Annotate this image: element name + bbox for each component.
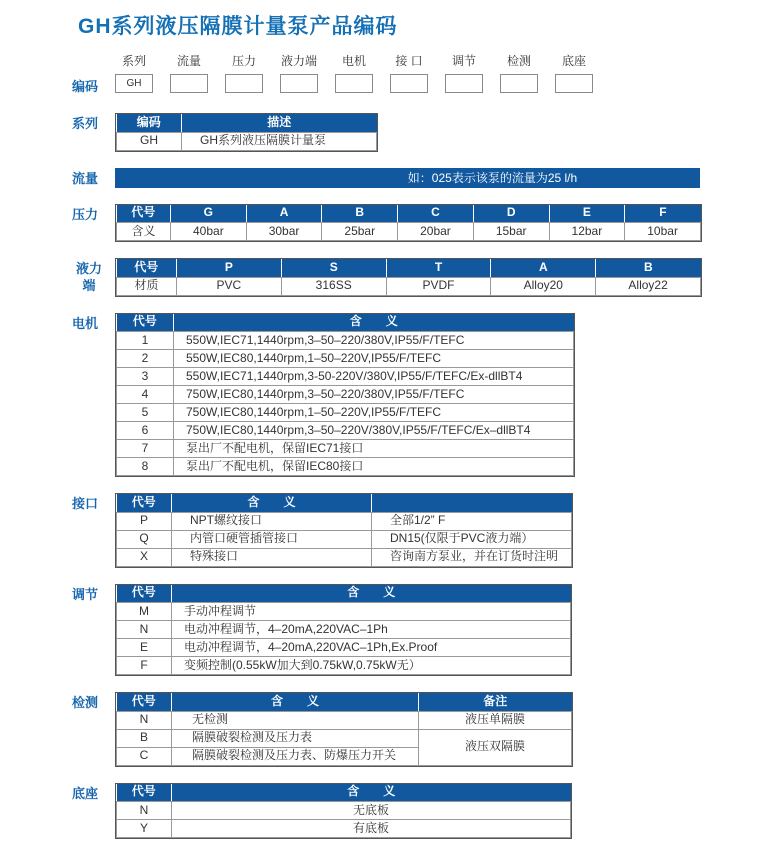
table-row bbox=[117, 332, 574, 350]
series-table bbox=[115, 113, 378, 152]
code-cell: B bbox=[117, 729, 172, 747]
row-label-cell: 材质 bbox=[117, 277, 177, 295]
table-row bbox=[117, 132, 377, 150]
page-title: GH系列液压隔膜计量泵产品编码 bbox=[78, 15, 398, 38]
code-cell: Y bbox=[117, 820, 172, 838]
coding-field-label: 检测 bbox=[506, 54, 531, 68]
coding-field-liquid-end bbox=[280, 52, 318, 95]
table-row bbox=[117, 368, 574, 386]
liquid-end-table bbox=[115, 258, 702, 297]
col-header: 代号 bbox=[117, 585, 172, 603]
adjust-label: 调节 bbox=[72, 586, 99, 602]
meaning-cell: 550W,IEC71,1440rpm,3–50–220/380V,IP55/F/TEFC bbox=[174, 332, 574, 350]
desc-cell: GH系列液压隔膜计量泵 bbox=[182, 132, 377, 150]
code-cell: X bbox=[117, 548, 172, 566]
interface-label: 接口 bbox=[72, 496, 99, 511]
table-row bbox=[117, 820, 571, 838]
table-row bbox=[117, 277, 701, 295]
series-section bbox=[72, 113, 780, 152]
coding-field-adjust bbox=[445, 52, 483, 95]
code-cell: E bbox=[117, 639, 172, 657]
motor-section bbox=[72, 313, 780, 478]
col-header: B bbox=[596, 259, 701, 277]
detection-section bbox=[72, 692, 780, 767]
code-cell: Q bbox=[117, 530, 172, 548]
col-header: 代号 bbox=[117, 693, 172, 711]
flow-note-bar: 如：025表示该泵的流量为25 l/h bbox=[115, 168, 700, 188]
table-row bbox=[117, 711, 572, 729]
coding-box-detect bbox=[500, 74, 538, 93]
code-cell: 3 bbox=[117, 368, 174, 386]
series-label: 系列 bbox=[72, 116, 99, 131]
interface-table bbox=[115, 493, 573, 568]
col-header: 含 义 bbox=[174, 314, 574, 332]
meaning-cell: 泵出厂不配电机，保留IEC71接口 bbox=[174, 440, 574, 458]
code-cell: F bbox=[117, 657, 172, 675]
table-row bbox=[117, 729, 572, 747]
col-header: B bbox=[322, 205, 398, 223]
coding-field-flow bbox=[170, 52, 208, 95]
col-header: A bbox=[491, 259, 596, 277]
col-header: G bbox=[171, 205, 247, 223]
col-header: 代号 bbox=[117, 494, 172, 512]
table-row bbox=[117, 386, 574, 404]
coding-field-label: 电机 bbox=[341, 54, 366, 68]
row-label-cell: 含义 bbox=[117, 223, 171, 241]
meaning-cell: 无底板 bbox=[172, 802, 571, 820]
coding-box-adjust bbox=[445, 74, 483, 93]
table-header-row bbox=[117, 114, 377, 132]
remark-cell: 液压单隔膜 bbox=[419, 711, 572, 729]
table-header-row bbox=[117, 693, 572, 711]
coding-field-series bbox=[115, 52, 153, 95]
meaning-cell: 750W,IEC80,1440rpm,3–50–220/380V,IP55/F/TEFC bbox=[174, 386, 574, 404]
coding-field-label: 流量 bbox=[176, 54, 201, 68]
meaning-cell: 变频控制(0.55kW加大到0.75kW,0.75kW无） bbox=[172, 657, 571, 675]
meaning-cell: 电动冲程调节，4–20mA,220VAC–1Ph,Ex.Proof bbox=[172, 639, 571, 657]
table-header-row bbox=[117, 494, 572, 512]
remark-cell: 全部1/2” F bbox=[372, 512, 572, 530]
meaning-cell: 隔膜破裂检测及压力表、防爆压力开关 bbox=[172, 747, 419, 765]
col-header: 含 义 bbox=[172, 693, 419, 711]
table-header-row bbox=[117, 205, 701, 223]
col-header: T bbox=[386, 259, 491, 277]
adjust-section bbox=[72, 584, 780, 677]
code-cell: P bbox=[117, 512, 172, 530]
pressure-table bbox=[115, 204, 702, 243]
coding-field-label: 液力端 bbox=[280, 54, 317, 68]
motor-label: 电机 bbox=[72, 315, 99, 331]
coding-box-flow bbox=[170, 74, 208, 93]
code-cell: N bbox=[117, 711, 172, 729]
coding-diagram bbox=[72, 52, 780, 95]
meaning-cell: 特殊接口 bbox=[172, 548, 372, 566]
table-row bbox=[117, 802, 571, 820]
coding-field-label: 压力 bbox=[231, 54, 256, 68]
meaning-cell: 550W,IEC71,1440rpm,3-50-220V/380V,IP55/F/TEFC/Ex-dllBT4 bbox=[174, 368, 574, 386]
base-label: 底座 bbox=[72, 785, 99, 801]
coding-box-liquid-end bbox=[280, 74, 318, 93]
col-header: 描述 bbox=[182, 114, 377, 132]
motor-table bbox=[115, 313, 575, 478]
table-row bbox=[117, 458, 574, 476]
col-header: D bbox=[473, 205, 549, 223]
meaning-cell: 无检测 bbox=[172, 711, 419, 729]
value-cell: Alloy22 bbox=[596, 277, 701, 295]
coding-field-label: 系列 bbox=[121, 54, 146, 68]
table-row bbox=[117, 530, 572, 548]
col-header: F bbox=[625, 205, 701, 223]
meaning-cell: NPT螺纹接口 bbox=[172, 512, 372, 530]
value-cell: Alloy20 bbox=[491, 277, 596, 295]
value-cell: 25bar bbox=[322, 223, 398, 241]
coding-field-motor bbox=[335, 52, 373, 95]
code-cell: N bbox=[117, 621, 172, 639]
meaning-cell: 550W,IEC80,1440rpm,1–50–220V,IP55/F/TEFC bbox=[174, 350, 574, 368]
meaning-cell: 有底板 bbox=[172, 820, 571, 838]
meaning-cell: 750W,IEC80,1440rpm,1–50–220V,IP55/F/TEFC bbox=[174, 404, 574, 422]
table-row bbox=[117, 422, 574, 440]
table-header-row bbox=[117, 784, 571, 802]
table-row bbox=[117, 603, 571, 621]
table-header-row bbox=[117, 314, 574, 332]
flow-section bbox=[72, 168, 780, 188]
table-row bbox=[117, 657, 571, 675]
col-header: 含 义 bbox=[172, 585, 571, 603]
table-header-row bbox=[117, 585, 571, 603]
coding-box-base bbox=[555, 74, 593, 93]
pressure-label: 压力 bbox=[72, 206, 99, 222]
meaning-cell: 泵出厂不配电机，保留IEC80接口 bbox=[174, 458, 574, 476]
col-header: C bbox=[398, 205, 474, 223]
col-header: 含 义 bbox=[172, 494, 372, 512]
value-cell: 15bar bbox=[473, 223, 549, 241]
value-cell: 20bar bbox=[398, 223, 474, 241]
coding-box-motor bbox=[335, 74, 373, 93]
value-cell: 12bar bbox=[549, 223, 625, 241]
detection-label: 检测 bbox=[72, 695, 99, 710]
meaning-cell: 电动冲程调节，4–20mA,220VAC–1Ph bbox=[172, 621, 571, 639]
meaning-cell: 750W,IEC80,1440rpm,3–50–220V/380V,IP55/F/TEFC/Ex–dllBT4 bbox=[174, 422, 574, 440]
code-cell: N bbox=[117, 802, 172, 820]
coding-box-series: GH bbox=[115, 74, 153, 93]
coding-fields bbox=[115, 52, 593, 95]
col-header: 备注 bbox=[419, 693, 572, 711]
col-header: A bbox=[246, 205, 322, 223]
coding-row-label: 编码 bbox=[72, 79, 99, 94]
value-cell: 30bar bbox=[246, 223, 322, 241]
table-header-row bbox=[117, 259, 701, 277]
coding-field-label: 底座 bbox=[561, 54, 586, 68]
value-cell: PVDF bbox=[386, 277, 491, 295]
code-cell: GH bbox=[117, 132, 182, 150]
table-row bbox=[117, 639, 571, 657]
table-row bbox=[117, 404, 574, 422]
col-header: 含 义 bbox=[172, 784, 571, 802]
adjust-table bbox=[115, 584, 572, 677]
coding-field-label: 接 口 bbox=[395, 54, 423, 68]
table-row bbox=[117, 440, 574, 458]
value-cell: 10bar bbox=[625, 223, 701, 241]
table-row bbox=[117, 548, 572, 566]
table-row bbox=[117, 223, 701, 241]
col-header: 代号 bbox=[117, 205, 171, 223]
coding-field-detect bbox=[500, 52, 538, 95]
code-cell: 6 bbox=[117, 422, 174, 440]
col-header: 编码 bbox=[117, 114, 182, 132]
interface-section bbox=[72, 493, 780, 568]
code-cell: 8 bbox=[117, 458, 174, 476]
value-cell: 40bar bbox=[171, 223, 247, 241]
remark-cell: DN15(仅限于PVC液力端） bbox=[372, 530, 572, 548]
coding-field-pressure bbox=[225, 52, 263, 95]
table-row bbox=[117, 621, 571, 639]
coding-field-base bbox=[555, 52, 593, 95]
code-cell: 5 bbox=[117, 404, 174, 422]
table-row bbox=[117, 512, 572, 530]
code-cell: 7 bbox=[117, 440, 174, 458]
flow-label: 流量 bbox=[72, 170, 99, 186]
detection-table bbox=[115, 692, 573, 767]
remark-cell: 咨询南方泵业，并在订货时注明 bbox=[372, 548, 572, 566]
meaning-cell: 隔膜破裂检测及压力表 bbox=[172, 729, 419, 747]
remark-cell-merged: 液压双隔膜 bbox=[419, 729, 572, 765]
col-header: 代号 bbox=[117, 259, 177, 277]
coding-field-label: 调节 bbox=[451, 54, 476, 68]
col-header: S bbox=[281, 259, 386, 277]
code-cell: 1 bbox=[117, 332, 174, 350]
col-header: P bbox=[177, 259, 282, 277]
code-cell: 4 bbox=[117, 386, 174, 404]
base-table bbox=[115, 783, 572, 840]
coding-field-interface bbox=[390, 52, 428, 95]
code-cell: 2 bbox=[117, 350, 174, 368]
code-cell: C bbox=[117, 747, 172, 765]
pressure-section bbox=[72, 204, 780, 243]
liquid-end-label: 液力端 bbox=[75, 261, 102, 293]
col-header: E bbox=[549, 205, 625, 223]
value-cell: PVC bbox=[177, 277, 282, 295]
col-header: 代号 bbox=[117, 314, 174, 332]
col-header bbox=[372, 494, 572, 512]
value-cell: 316SS bbox=[281, 277, 386, 295]
meaning-cell: 内管口硬管插管接口 bbox=[172, 530, 372, 548]
meaning-cell: 手动冲程调节 bbox=[172, 603, 571, 621]
table-row bbox=[117, 350, 574, 368]
code-cell: M bbox=[117, 603, 172, 621]
liquid-end-section bbox=[72, 258, 780, 297]
coding-box-pressure bbox=[225, 74, 263, 93]
col-header: 代号 bbox=[117, 784, 172, 802]
base-section bbox=[72, 783, 780, 840]
coding-box-interface bbox=[390, 74, 428, 93]
